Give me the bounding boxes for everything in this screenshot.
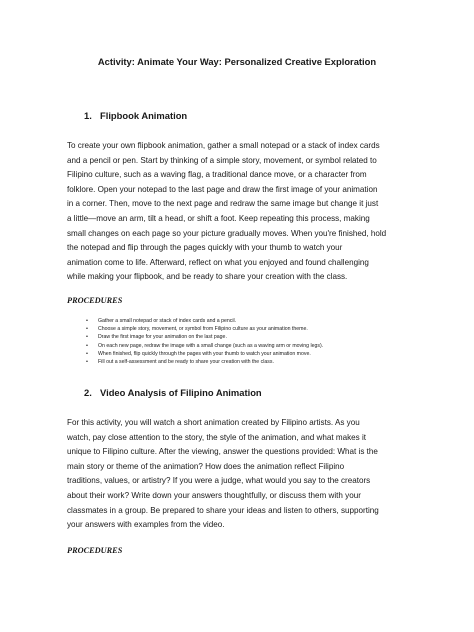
paragraph-line: folklore. Open your notepad to the last page and draw the first image of your animation — [67, 184, 378, 194]
list-item — [86, 342, 323, 350]
section-number: 2. — [84, 387, 92, 398]
list-item — [86, 325, 323, 333]
list-item-text: When finished, flip quickly through the pages with your thumb to watch your animation move. — [98, 350, 311, 357]
section-heading-video-analysis — [84, 387, 262, 398]
paragraph-line: watch, pay close attention to the story, the style of the animation, and what makes it — [67, 432, 367, 442]
paragraph-line: about their work? Write down your answers thoughtfully, or discuss them with your — [67, 490, 361, 500]
paragraph-line: while making your flipbook, and be ready to share your creation with the class. — [67, 272, 348, 282]
procedures-label: PROCEDURES — [67, 546, 123, 555]
bullet-icon: • — [86, 326, 88, 333]
paragraph-line: main story or theme of the animation? How does the animation reflect Filipino — [67, 461, 345, 471]
procedures-list — [86, 317, 323, 366]
section-title: Flipbook Animation — [100, 110, 188, 121]
paragraph-line: a little—move an arm, tilt a head, or shift a foot. Keep repeating this process, making — [67, 213, 370, 223]
flipbook-paragraph — [67, 139, 409, 285]
list-item-text: Gather a small notepad or stack of index cards and a pencil. — [98, 318, 237, 324]
paragraph-line: traditions, values, or artistry? If you were a judge, what would you say to the creators — [67, 476, 371, 486]
bullet-icon: • — [86, 318, 88, 324]
list-item — [86, 350, 323, 358]
section-title: Video Analysis of Filipino Animation — [100, 387, 262, 398]
list-item — [86, 317, 323, 325]
bullet-icon: • — [86, 350, 88, 357]
paragraph-line: animation come to life. Afterward, reflect on what you enjoyed and found challenging — [67, 257, 369, 267]
bullet-icon: • — [86, 342, 88, 349]
paragraph-line: the notepad and flip through the pages quickly with your thumb to watch your — [67, 243, 343, 253]
paragraph-line: Filipino culture, such as a waving flag, a traditional dance move, or a character from — [67, 170, 367, 180]
section-number: 1. — [84, 110, 92, 121]
list-item — [86, 358, 323, 366]
bullet-icon: • — [86, 334, 88, 341]
list-item-text: Choose a simple story, movement, or symbol from Filipino culture as your animation theme. — [98, 326, 308, 333]
paragraph-line: small changes on each page so your picture gradually moves. When you're finished, hold — [67, 228, 387, 238]
paragraph-line: For this activity, you will watch a short animation created by Filipino artists. As you — [67, 418, 360, 427]
document-title: Activity: Animate Your Way: Personalized Creative Exploration — [97, 56, 377, 67]
procedures-label: PROCEDURES — [67, 296, 123, 305]
paragraph-line: your answers with examples from the video. — [67, 520, 225, 530]
list-item — [86, 333, 323, 341]
list-item-text: On each new page, redraw the image with a small change (such as a waving arm or moving legs). — [98, 342, 324, 349]
paragraph-line: unique to Filipino culture. After the viewing, answer the questions provided: What is the — [67, 447, 378, 457]
paragraph-line: classmates in a group. Be prepared to share your ideas and listen to others, supporting — [67, 505, 379, 515]
paragraph-line: and a pencil or pen. Start by thinking of a simple story, movement, or symbol related to — [67, 155, 377, 165]
list-item-text: Fill out a self-assessment and be ready to share your creation with the class. — [98, 359, 274, 366]
list-item-text: Draw the first image for your animation on the last page. — [98, 334, 227, 341]
section-heading-flipbook — [84, 110, 187, 121]
paragraph-line: To create your own flipbook animation, gather a small notepad or a stack of index cards — [67, 141, 380, 150]
bullet-icon: • — [86, 359, 88, 366]
paragraph-line: in a corner. Then, move to the next page and redraw the same image but change it just — [67, 199, 379, 209]
video-analysis-paragraph — [67, 416, 409, 533]
